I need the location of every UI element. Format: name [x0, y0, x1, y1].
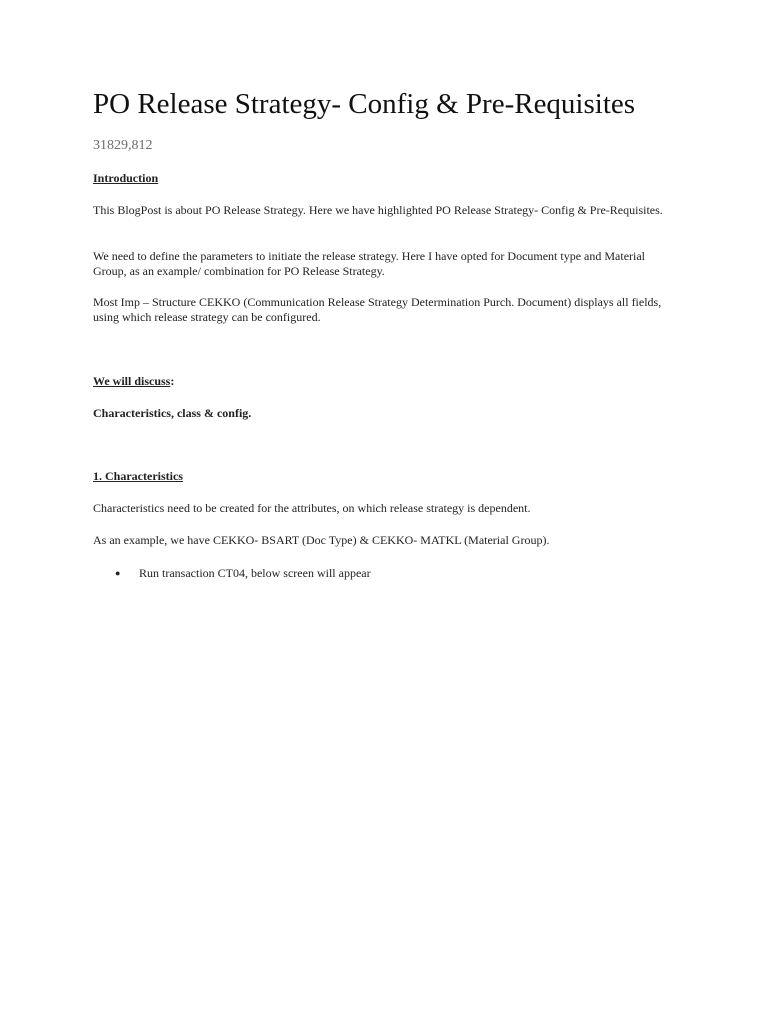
- intro-paragraph-1: This BlogPost is about PO Release Strategy. Here we have highlighted PO Release Strategy- Config & Pre-Requisites.: [93, 203, 663, 217]
- characteristics-paragraph-1: Characteristics need to be created for the attributes, on which release strategy is dependent.: [93, 501, 531, 515]
- characteristics-paragraph-2: As an example, we have CEKKO- BSART (Doc Type) & CEKKO- MATKL (Material Group).: [93, 533, 550, 547]
- discuss-heading-line: [93, 374, 678, 389]
- discuss-heading: We will discuss: [93, 374, 171, 388]
- characteristics-heading: 1. Characteristics: [93, 469, 183, 483]
- discuss-colon: :: [170, 374, 175, 388]
- discuss-topics: Characteristics, class & config.: [93, 406, 252, 420]
- bullet-icon: ●: [115, 568, 121, 578]
- introduction-heading: Introduction: [93, 171, 159, 185]
- intro-paragraph-3: Most Imp – Structure CEKKO (Communication Release Strategy Determination Purch. Document) displays all fields, using which release strategy can be configured.: [93, 295, 662, 324]
- view-count: 31829,812: [93, 138, 153, 153]
- list-item-text: Run transaction CT04, below screen will appear: [139, 566, 371, 580]
- intro-paragraph-2: We need to define the parameters to initiate the release strategy. Here I have opted for Document type and Material Group, as an example/ combination for PO Release Strategy.: [93, 249, 646, 278]
- page-title: PO Release Strategy- Config & Pre-Requisites: [93, 88, 636, 120]
